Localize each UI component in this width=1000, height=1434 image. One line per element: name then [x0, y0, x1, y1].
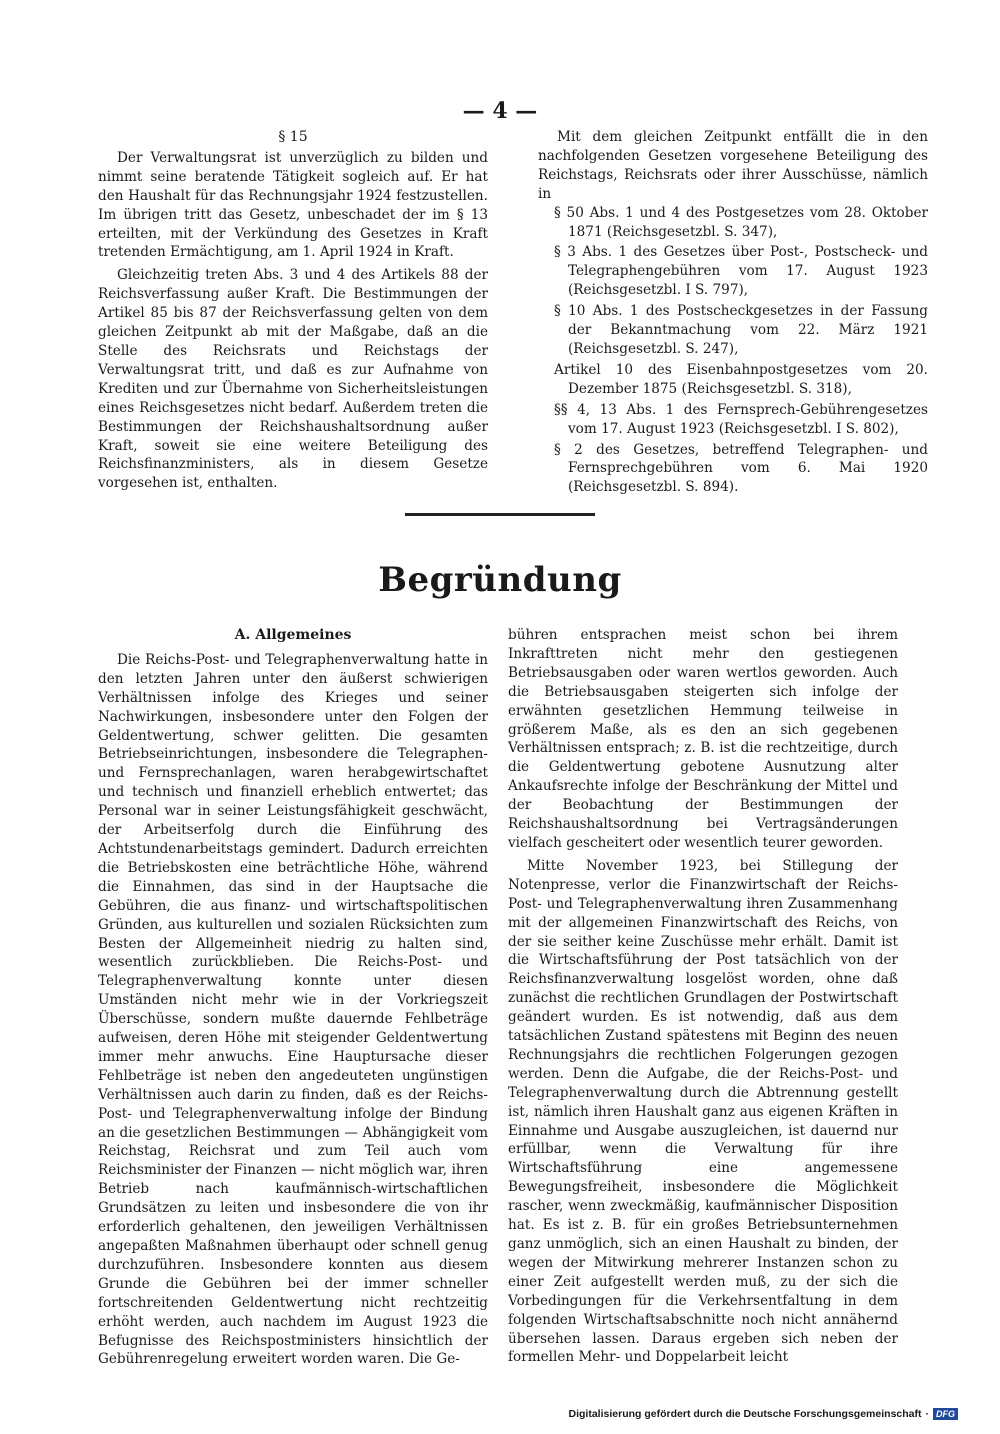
section-15-paragraph-1: Der Verwaltungsrat ist unverzüglich zu bilden und nimmt seine beratende Tätigkeit sogleich auf. Er hat den Haushalt für das Rechnungsjahr 1924 festzustellen. Im übrigen tritt das Gesetz, unbeschadet der im § 13 erteilten, mit der Verkündung des Gesetzes in Kraft tretenden Ermächtigung, am 1. April 1924 in Kraft. [98, 149, 488, 261]
page-number: — 4 — [462, 98, 538, 124]
general-column-continued [508, 626, 898, 1367]
subheading: A. Allgemeines [234, 627, 352, 643]
list-item: §§ 4, 13 Abs. 1 des Fernsprech-Gebührengesetzes vom 17. August 1923 (Reichsgesetzbl. I S. 802), [554, 401, 928, 437]
list-item: § 2 des Gesetzes, betreffend Telegraphen- und Fernsprechgebühren vom 6. Mai 1920 (Reichsgesetzbl. S. 894). [554, 441, 928, 496]
main-heading: Begründung [378, 560, 622, 600]
footer-text: Digitalisierung gefördert durch die Deutsche Forschungsgemeinschaft [568, 1408, 922, 1420]
list-item: Artikel 10 des Eisenbahnpostgesetzes vom 20. Dezember 1875 (Reichsgesetzbl. S. 318), [554, 361, 928, 397]
repealed-provisions-column [538, 128, 928, 499]
section-15-column [98, 128, 488, 493]
divider [405, 513, 595, 516]
general-paragraph: Die Reichs-Post- und Telegraphenverwaltung hatte in den letzten Jahren unter den äußerst schwierigen Verhältnissen infolge des Krieges und seiner Nachwirkungen, insbesondere unter den Folgen der Geldentwertung, schwer gelitten. Die gesamten Betriebseinrichtungen, insbesondere die Telegraphen- und Fernsprechanlagen, waren herabgewirtschaftet und technisch und finanziell erheblich entwertet; das Personal war in seiner Leistungsfähigkeit geschwächt, der Arbeitserfolg durch die Einführung des Achtstundenarbeitstags gemindert. Dadurch erreichten die Betriebskosten eine beträchtliche Höhe, während die Einnahmen, das sind in der Hauptsache die Gebühren, die aus finanz- und wirtschaftspolitischen Gründen, aus kulturellen und sozialen Rücksichten zum Besten der Allgemeinheit niedrig zu halten sind, wesentlich zurückblieben. Die Reichs-Post- und Telegraphenverwaltung konnte unter diesen Umständen nicht mehr wie in der Vorkriegszeit Überschüsse, sondern mußte dauernde Fehlbeträge aufweisen, deren Höhe mit steigender Geldentwertung immer mehr anwuchs. Eine Hauptursache dieser Fehlbeträge ist neben den angedeuteten ungünstigen Verhältnissen auch darin zu finden, daß es der Reichs-Post- und Telegraphenverwaltung infolge der Bindung an die gesetzlichen Bestimmungen — Abhängigkeit vom Reichstag, Reichsrat und zum Teil auch vom Reichsminister der Finanzen — nicht möglich war, ihren Betrieb nach kaufmännisch-wirtschaftlichen Grundsätzen zu leiten und insbesondere die von ihr erforderlich gehaltenen, den jeweiligen Verhältnissen angepaßten Maßnahmen überhaupt oder schnell genug durchzuführen. Insbesondere konnten aus diesem Grunde die Gebühren bei der immer schneller fortschreitenden Geldentwertung nicht rechtzeitig erhöht werden, auch nachdem im August 1923 die Befugnisse des Reichspostministers hinsichtlich der Gebührenregelung erweitert worden waren. Die Ge- [98, 651, 488, 1368]
repealed-intro: Mit dem gleichen Zeitpunkt entfällt die in den nachfolgenden Gesetzen vorgesehene Beteiligung des Reichstags, Reichsrats oder ihrer Ausschüsse, nämlich in [538, 129, 928, 202]
list-item: § 50 Abs. 1 und 4 des Postgesetzes vom 28. Oktober 1871 (Reichsgesetzbl. S. 347), [554, 204, 928, 240]
general-column [98, 626, 488, 1369]
continued-paragraph-1: bühren entsprachen meist schon bei ihrem Inkrafttreten nicht mehr den gestiegenen Betriebsausgaben oder waren wertlos geworden. Auch die Betriebsausgaben steigerten sich infolge der erwähnten gesetzlichen Hemmung teilweise in größerem Maße, als es den an sich gegebenen Verhältnissen entsprach; z. B. ist die rechtzeitige, durch die Geldentwertung gebotene Ausnutzung alter Ankaufsrechte infolge der Beschränkung der Mittel und der Beobachtung der Bestimmungen der Reichshaushaltsordnung bei Vertragsänderungen vielfach gescheitert oder wesentlich teurer geworden. [508, 627, 898, 851]
continued-paragraph-2: Mitte November 1923, bei Stillegung der Notenpresse, verlor die Finanzwirtschaft der Reichs-Post- und Telegraphenverwaltung ihren Zusammenhang mit der allgemeinen Finanzwirtschaft des Reichs, von der sie seither keine Zuschüsse mehr erhält. Damit ist die Wirtschaftsführung der Post tatsächlich von der Reichsfinanzverwaltung losgelöst worden, ohne daß zunächst die rechtlichen Grundlagen der Postwirtschaft geändert wurden. Es ist notwendig, daß aus dem tatsächlichen Zustand spätestens mit Beginn des neuen Rechnungsjahrs die rechtlichen Folgerungen gezogen werden. Denn die Aufgabe, die der Reichs-Post- und Telegraphenverwaltung durch die Abtrennung gestellt ist, nämlich ihren Haushalt ganz aus eigenen Kräften in Einnahme und Ausgabe auszugleichen, ist dauernd nur erfüllbar, wenn die Verwaltung für ihre Wirtschaftsführung eine angemessene Bewegungsfreiheit, insbesondere die Möglichkeit rascher, wenn zweckmäßig, kaufmännischer Disposition hat. Es ist z. B. für ein großes Betriebsunternehmen ganz unmöglich, sich an einen Haushalt zu binden, der wegen der Mitwirkung mehrerer Instanzen schon zu einer Zeit aufgestellt werden muß, zu der sich die Vorbedingungen für die Verkehrsentfaltung in dem folgenden Wirtschaftsabschnitte noch nicht annähernd übersehen lassen. Daraus ergeben sich neben der formellen Mehr- und Doppelarbeit leicht [508, 857, 898, 1366]
footer: Digitalisierung gefördert durch die Deutsche Forschungsgemeinschaft · DFG [569, 1408, 958, 1420]
repealed-list [538, 204, 928, 498]
section-mark: § 15 [278, 129, 308, 145]
dfg-logo-icon: DFG [933, 1408, 958, 1420]
section-15-paragraph-2: Gleichzeitig treten Abs. 3 und 4 des Artikels 88 der Reichsverfassung außer Kraft. Die Bestimmungen der Artikel 85 bis 87 der Reichsverfassung gelten von dem gleichen Zeitpunkt ab mit der Maßgabe, daß an die Stelle des Reichsrats und Reichstags der Verwaltungsrat tritt, und daß es zur Aufnahme von Krediten und zur Übernahme von Sicherheitsleistungen eines Reichsgesetzes nicht bedarf. Außerdem treten die Bestimmungen der Reichshaushaltsordnung außer Kraft, soweit sie eine weitere Beteiligung des Reichsfinanzministers, als in diesem Gesetze vorgesehen ist, enthalten. [98, 267, 488, 492]
list-item: § 10 Abs. 1 des Postscheckgesetzes in der Fassung der Bekanntmachung vom 22. März 1921 (Reichsgesetzbl. S. 247), [554, 303, 928, 357]
list-item: § 3 Abs. 1 des Gesetzes über Post-, Postscheck- und Telegraphengebühren vom 17. August 1923 (Reichsgesetzbl. I S. 797), [554, 244, 928, 299]
